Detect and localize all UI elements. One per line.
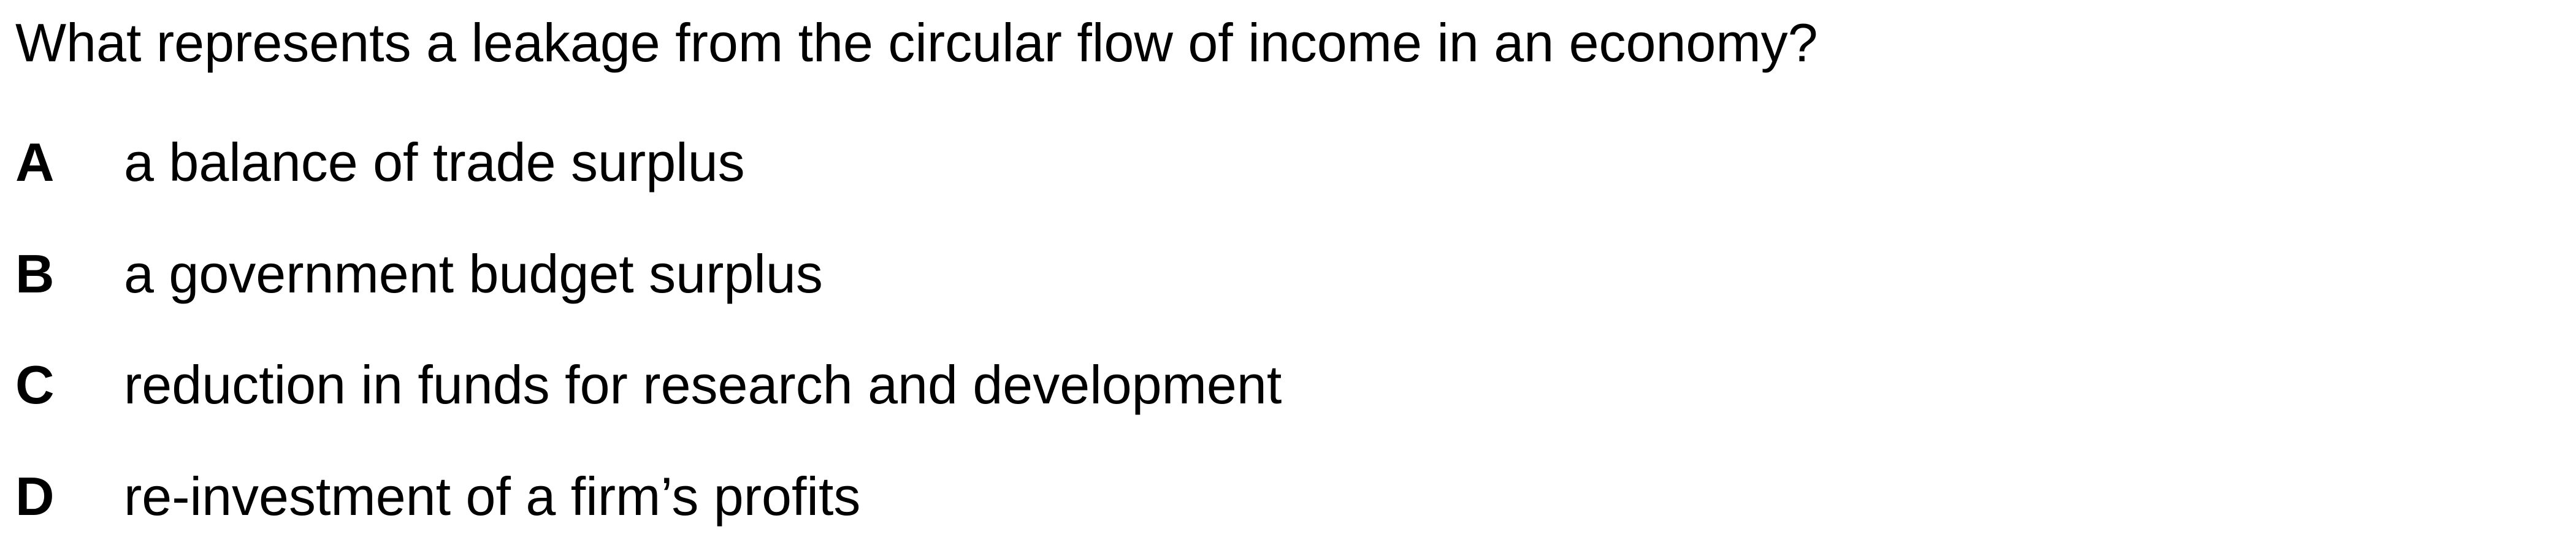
option-text: a balance of trade surplus [124, 132, 745, 192]
option-text: re-investment of a firm’s profits [124, 466, 861, 527]
option-letter: A [15, 132, 55, 192]
answer-option-a [15, 126, 745, 199]
answer-option-d [15, 460, 860, 533]
option-letter: B [15, 243, 55, 304]
option-letter: D [15, 466, 55, 527]
answer-option-b [15, 237, 823, 311]
answer-option-c [15, 348, 1282, 422]
option-text: reduction in funds for research and development [124, 354, 1282, 415]
option-text: a government budget surplus [124, 243, 823, 304]
option-letter: C [15, 354, 55, 415]
question-text: What represents a leakage from the circular flow of income in an economy? [15, 12, 1818, 73]
